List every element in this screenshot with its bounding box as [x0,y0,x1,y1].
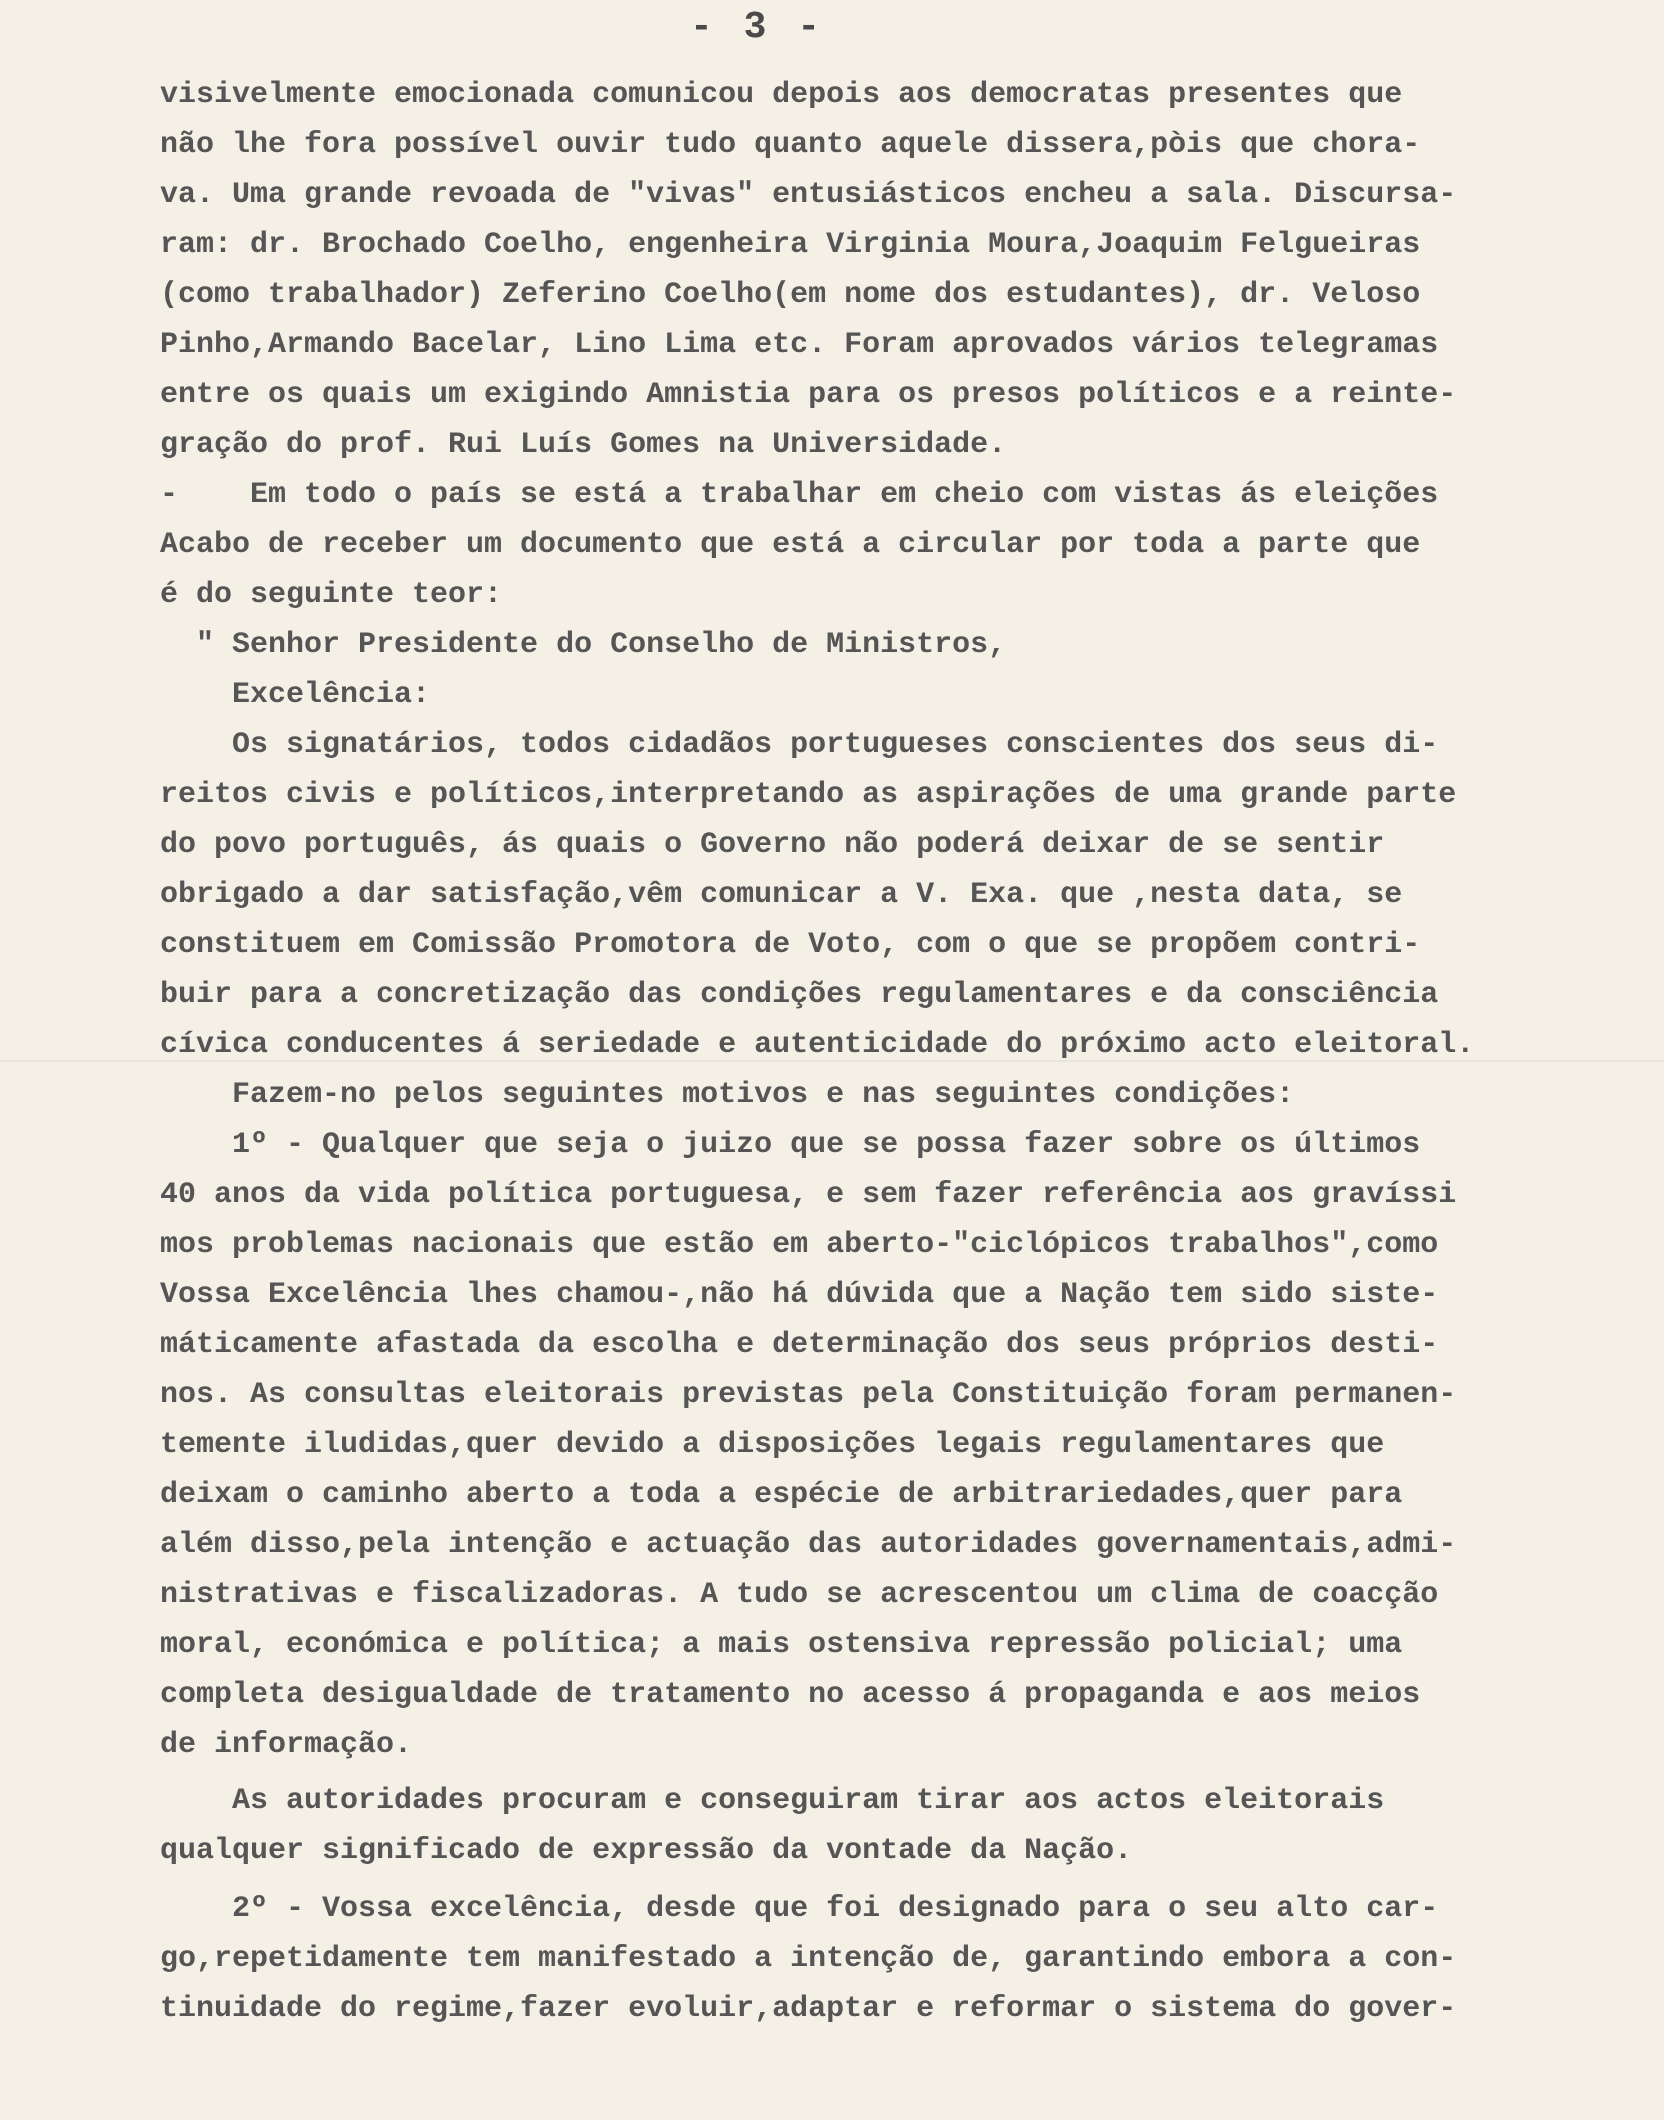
text-line: Pinho,Armando Bacelar, Lino Lima etc. Foram aprovados vários telegramas [160,328,1439,362]
text-line: moral, económica e política; a mais ostensiva repressão policial; uma [160,1628,1403,1662]
text-line: gração do prof. Rui Luís Gomes na Universidade. [160,428,1007,462]
text-line: Os signatários, todos cidadãos portugueses conscientes dos seus di- [160,728,1439,762]
text-line: mos problemas nacionais que estão em aberto-"ciclópicos trabalhos",como [160,1228,1439,1262]
text-line: além disso,pela intenção e actuação das autoridades governamentais,admi- [160,1528,1457,1562]
text-line: 2º - Vossa excelência, desde que foi designado para o seu alto car- [160,1892,1439,1926]
text-line: visivelmente emocionada comunicou depois aos democratas presentes que [160,78,1403,112]
text-line: reitos civis e políticos,interpretando as aspirações de uma grande parte [160,778,1457,812]
text-line: 40 anos da vida política portuguesa, e sem fazer referência aos gravíssi [160,1178,1457,1212]
text-line: tinuidade do regime,fazer evoluir,adaptar e reformar o sistema do gover- [160,1992,1457,2026]
text-line: - Em todo o país se está a trabalhar em cheio com vistas ás eleições [160,478,1439,512]
text-line: nistrativas e fiscalizadoras. A tudo se acrescentou um clima de coacção [160,1578,1439,1612]
text-line: go,repetidamente tem manifestado a intenção de, garantindo embora a con- [160,1942,1457,1976]
text-line: não lhe fora possível ouvir tudo quanto aquele dissera,pòis que chora- [160,128,1421,162]
text-line: As autoridades procuram e conseguiram tirar aos actos eleitorais [160,1784,1385,1818]
text-line: é do seguinte teor: [160,578,503,612]
text-line: cívica conducentes á seriedade e autenticidade do próximo acto eleitoral. [160,1028,1475,1062]
text-line: de informação. [160,1728,413,1762]
text-line: buir para a concretização das condições regulamentares e da consciência [160,978,1439,1012]
page-number: - 3 - [690,6,825,49]
text-line: Acabo de receber um documento que está a circular por toda a parte que [160,528,1421,562]
typewritten-body [160,70,1650,2034]
text-line: " Senhor Presidente do Conselho de Ministros, [160,628,1007,662]
text-line: do povo português, ás quais o Governo não poderá deixar de se sentir [160,828,1385,862]
text-line: deixam o caminho aberto a toda a espécie de arbitrariedades,quer para [160,1478,1403,1512]
text-line: máticamente afastada da escolha e determinação dos seus próprios desti- [160,1328,1439,1362]
text-line: Fazem-no pelos seguintes motivos e nas seguintes condições: [160,1078,1295,1112]
text-line: nos. As consultas eleitorais previstas pela Constituição foram permanen- [160,1378,1457,1412]
text-line: Excelência: [160,678,431,712]
text-line: temente iludidas,quer devido a disposições legais regulamentares que [160,1428,1385,1462]
text-line: va. Uma grande revoada de "vivas" entusiásticos encheu a sala. Discursa- [160,178,1457,212]
text-line: obrigado a dar satisfação,vêm comunicar a V. Exa. que ,nesta data, se [160,878,1403,912]
text-line: 1º - Qualquer que seja o juizo que se possa fazer sobre os últimos [160,1128,1421,1162]
text-line: (como trabalhador) Zeferino Coelho(em nome dos estudantes), dr. Veloso [160,278,1421,312]
text-line: qualquer significado de expressão da vontade da Nação. [160,1834,1133,1868]
text-line: constituem em Comissão Promotora de Voto, com o que se propõem contri- [160,928,1421,962]
text-line: ram: dr. Brochado Coelho, engenheira Virginia Moura,Joaquim Felgueiras [160,228,1421,262]
text-line: Vossa Excelência lhes chamou-,não há dúvida que a Nação tem sido siste- [160,1278,1439,1312]
text-line: completa desigualdade de tratamento no acesso á propaganda e aos meios [160,1678,1421,1712]
text-line: entre os quais um exigindo Amnistia para os presos políticos e a reinte- [160,378,1457,412]
